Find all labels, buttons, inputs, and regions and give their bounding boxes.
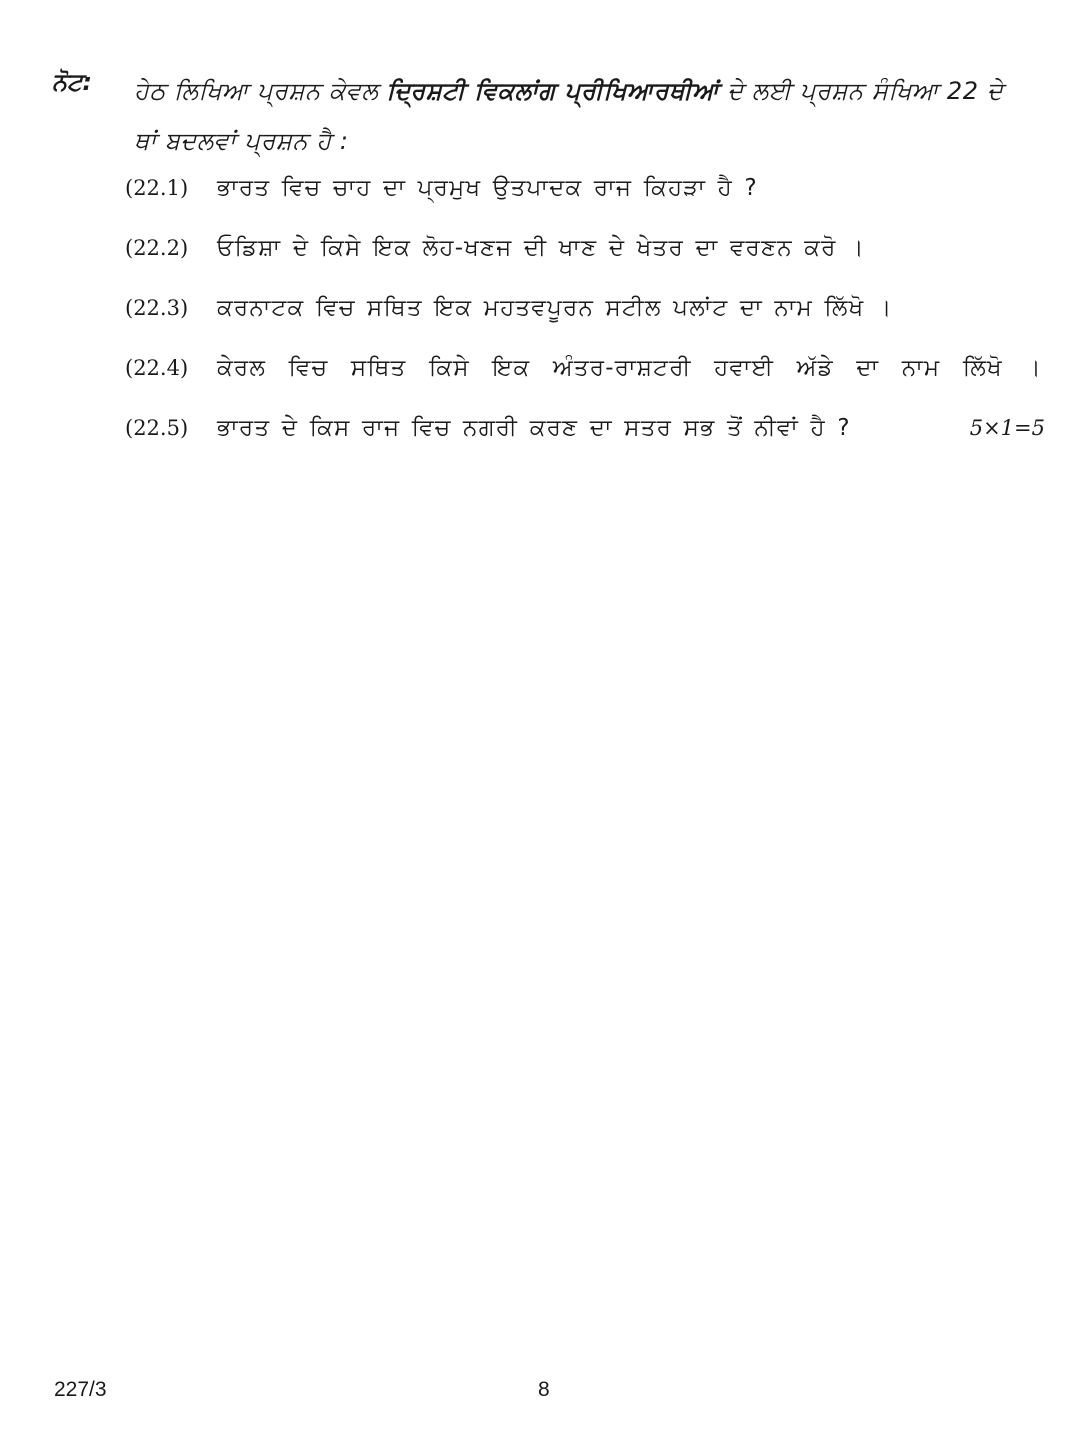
question-text: ਓਡਿਸ਼ਾ ਦੇ ਕਿਸੇ ਇਕ ਲੋਹ-ਖਣਜ ਦੀ ਖਾਣ ਦੇ ਖੇਤਰ ਦਾ ਵਰਣਨ ਕਰੋ । <box>217 235 865 261</box>
question-text: ਕਰਨਾਟਕ ਵਿਚ ਸਥਿਤ ਇਕ ਮਹਤਵਪੂਰਨ ਸਟੀਲ ਪਲਾਂਟ ਦਾ ਨਾਮ ਲਿੱਖੋ । <box>217 295 893 321</box>
question-item <box>125 165 1045 211</box>
note-text-emphasis: ਦ੍ਰਿਸ਼ਟੀ ਵਿਕਲਾਂਗ ਪ੍ਰੀਖਿਆਰਥੀਆਂ <box>386 77 719 105</box>
question-text: ਕੇਰਲ ਵਿਚ ਸਥਿਤ ਕਿਸੇ ਇਕ ਅੰਤਰ-ਰਾਸ਼ਟਰੀ ਹਵਾਈ ਅੱਡੇ ਦਾ ਨਾਮ ਲਿੱਖੋ । <box>217 355 1042 381</box>
question-item <box>125 405 1045 451</box>
question-number: (22.2) <box>125 236 189 260</box>
note-label: ਨੋਟ: <box>52 68 92 96</box>
question-number: (22.5) <box>125 416 189 440</box>
note-text-after: ਦੇ ਲਈ ਪ੍ਰਸ਼ਨ ਸੰਖਿਆ 22 ਦੇ ਥਾਂ ਬਦਲਵਾਂ ਪ੍ਰਸ਼ਨ ਹੈ : <box>134 77 1004 155</box>
page-number: 8 <box>538 1378 550 1401</box>
note-text <box>134 66 1014 166</box>
question-text: ਭਾਰਤ ਦੇ ਕਿਸ ਰਾਜ ਵਿਚ ਨਗਰੀ ਕਰਣ ਦਾ ਸਤਰ ਸਭ ਤੋਂ ਨੀਵਾਂ ਹੈ ? <box>217 415 851 441</box>
question-list <box>125 165 1045 465</box>
question-number: (22.1) <box>125 176 189 200</box>
question-item <box>125 285 1045 331</box>
question-number: (22.3) <box>125 296 189 320</box>
paper-code: 227/3 <box>54 1378 107 1401</box>
note-text-before: ਹੇਠ ਲਿਖਿਆ ਪ੍ਰਸ਼ਨ ਕੇਵਲ <box>134 77 387 105</box>
question-marks: 5×1=5 <box>969 416 1045 440</box>
question-item <box>125 225 1045 271</box>
question-number: (22.4) <box>125 356 189 380</box>
question-text: ਭਾਰਤ ਵਿਚ ਚਾਹ ਦਾ ਪ੍ਰਮੁਖ ਉਤਪਾਦਕ ਰਾਜ ਕਿਹੜਾ ਹੈ ? <box>217 175 758 201</box>
question-item <box>125 345 1045 391</box>
